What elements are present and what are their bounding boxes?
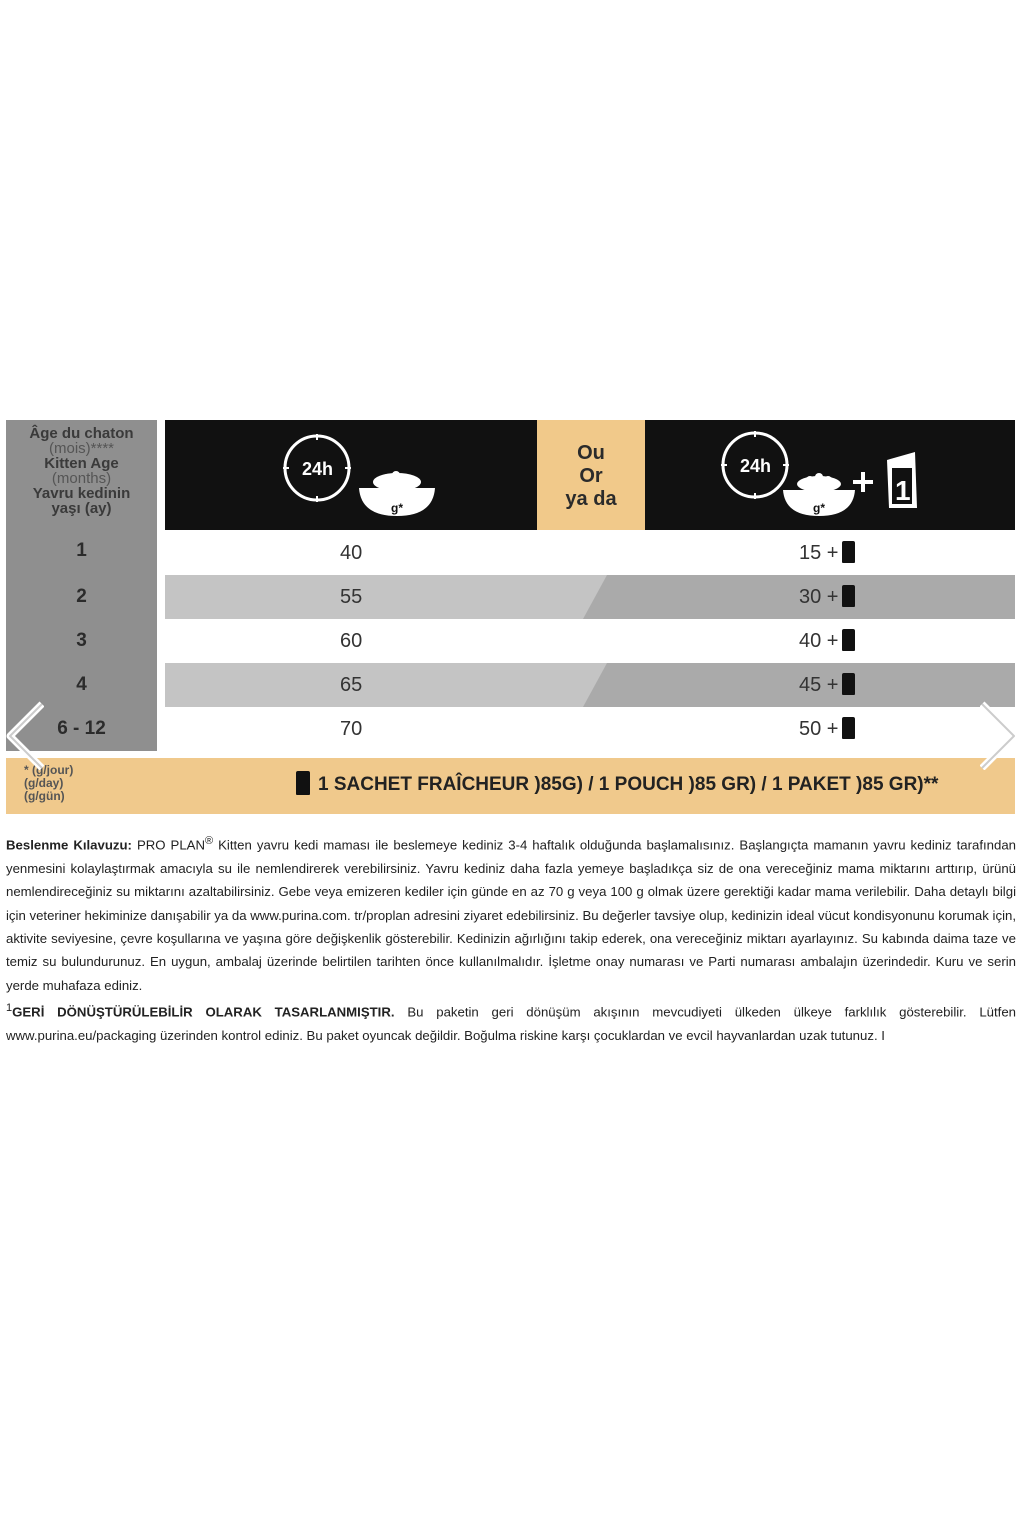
recycle-mark: 1: [6, 1002, 13, 1015]
or-tr: ya da: [565, 488, 617, 510]
age-cell: 6 - 12: [57, 718, 106, 739]
pouch-icon: [842, 673, 855, 695]
pouch-icon: [842, 629, 855, 651]
bowl-icon: [359, 471, 435, 516]
chevron-left-icon: [4, 700, 44, 770]
dry-only-value: 55: [340, 586, 363, 608]
pouch-icon: [887, 452, 917, 508]
recycling-paragraph: [6, 997, 1016, 1047]
mixed-dry-value: 50 +: [799, 718, 839, 740]
age-header-line: Yavru kedinin: [32, 485, 131, 502]
sachet-info: [296, 773, 938, 797]
table-row: [165, 707, 1015, 751]
mixed-feeding-header: [645, 420, 1015, 530]
recycle-title: GERİ DÖNÜŞTÜRÜLEBİLİR OLARAK TASARLANMIŞTIR.: [12, 1004, 395, 1020]
age-header-line: (mois)****: [48, 440, 114, 457]
or-fr: Ou: [577, 442, 605, 464]
dry-only-value: 65: [340, 674, 363, 696]
table-row: [165, 575, 1015, 619]
age-header-line: Âge du chaton: [29, 425, 134, 442]
clock-icon: [721, 431, 789, 499]
age-column-header: [6, 426, 157, 516]
mixed-dry-value: 40 +: [799, 630, 839, 652]
age-header-line: yaşı (ay): [51, 500, 112, 517]
carousel-prev-button[interactable]: [4, 700, 44, 770]
or-en: Or: [579, 465, 603, 487]
dry-only-header: [165, 420, 537, 530]
age-cell: 3: [76, 630, 87, 651]
mixed-value: [799, 663, 879, 707]
table-row: [165, 619, 1015, 663]
mixed-value: [799, 575, 879, 619]
or-box: [537, 420, 645, 530]
mixed-value: [799, 619, 879, 663]
mixed-value: [799, 707, 879, 751]
brand-name: PRO PLAN: [136, 837, 205, 853]
plus-icon: [853, 472, 873, 492]
age-cell: 4: [76, 674, 87, 695]
pouch-count: 1: [895, 475, 911, 506]
clock-icon: [283, 434, 351, 502]
portion-footer: [6, 758, 1015, 814]
age-header-line: (months): [51, 470, 112, 487]
bowl-label: g*: [813, 501, 825, 515]
age-header-line: Kitten Age: [44, 455, 119, 472]
pouch-icon: [842, 585, 855, 607]
notes-lead: Beslenme Kılavuzu:: [6, 837, 132, 853]
clock-bowl-pouch-icon: [645, 420, 1015, 530]
clock-label: 24h: [740, 456, 772, 476]
feeding-guide-notes: [6, 830, 1016, 1047]
clock-bowl-icon: [165, 420, 537, 530]
mixed-dry-value: 15 +: [799, 542, 839, 564]
bowl-label: g*: [391, 501, 403, 515]
sachet-text: 1 SACHET FRAÎCHEUR )85G) / 1 POUCH )85 GR) / 1 PAKET )85 GR)**: [318, 774, 939, 796]
carousel-next-button[interactable]: [980, 700, 1020, 770]
clock-label: 24h: [302, 459, 334, 479]
feeding-guide-paragraph: Beslenme Kılavuzu: PRO PLAN® Kitten yavru kedi maması ile beslemeye kediniz 3-4 haftalık olduğunda başlamalısınız. Başlangıçta mamanın yavru kediniz tarafından yenmesini kolaylaştırmak amacıyla su ile nemlendirerek verebilirsiniz. Yavru kediniz daha fazla yemeye başladıkça siz de ona vereceğiniz mama miktarını arttırıp, ürünü nemlendireceğiniz su miktarını azaltabilirsiniz. Gebe veya emizeren kediler için günde en az 70 g veya 100 g olmak üzere gerektiği kadar mama verilebilir. Daha detaylı bilgi için veteriner hekiminize danışabilir ya da www.purina.com. tr/proplan adresini ziyaret edebilirsiniz. Bu değerler tavsiye olup, kedinizin ideal vücut kondisyonunu korumak için, aktivite seviyesine, çevre koşullarına ve yaşına göre değişkenlik gösterebilir. Kedinizin ağırlığını takip ederek, ona vereceğiniz miktarı ayarlayınız. Su kabında daima taze ve temiz su bulundurunuz. En uygun, ambalaj üzerinde belirtilen tarihten önce kullanılmalıdır. İşletme onay numarası ve Parti numarası ambalajın üzerindedir. Kuru ve serin yerde muhafaza ediniz.: [6, 835, 1017, 993]
table-row: [165, 531, 1015, 575]
mixed-dry-value: 45 +: [799, 674, 839, 696]
unit-label: (g/day): [24, 776, 64, 790]
chevron-right-icon: [980, 700, 1020, 770]
pouch-icon: [842, 717, 855, 739]
unit-label: * (g/jour): [24, 763, 74, 777]
pouch-icon: [842, 541, 855, 563]
notes-body: Kitten yavru kedi maması ile beslemeye kediniz 3-4 haftalık olduğunda başlamalısınız. Başlangıçta mamanın yavru kediniz tarafından yenmesini kolaylaştırmak amacıyla su ile nemlendirerek verebilirsiniz. Yavru kediniz daha fazla yemeye başladıkça siz de ona vereceğiniz mama miktarını arttırıp, ürünü nemlendireceğiniz su miktarını azaltabilirsiniz. Gebe veya emizeren kediler için günde en az 70 g veya 100 g olmak üzere gerektiği kadar mama verilebilir. Daha detaylı bilgi için veteriner hekiminize danışabilir ya da www.purina.com. tr/proplan adresini ziyaret edebilirsiniz. Bu değerler tavsiye olup, kedinizin ideal vücut kondisyonunu korumak için, aktivite seviyesine, çevre koşullarına ve yaşına göre değişkenlik gösterebilir. Kedinizin ağırlığını takip ederek, ona vereceğiniz miktarı ayarlayınız. Su kabında daima taze ve temiz su bulundurunuz. En uygun, ambalaj üzerinde belirtilen tarihten önce kullanılmalıdır. İşletme onay numarası ve Parti numarası ambalajın üzerindedir. Kuru ve serin yerde muhafaza ediniz.: [6, 837, 1017, 993]
dry-only-value: 60: [340, 630, 363, 652]
dry-only-value: 70: [340, 718, 363, 740]
pouch-icon: [296, 771, 310, 795]
recycle-body: Bu paketin geri dönüşüm akışının mevcudiyeti ülkeden ülkeye farklılık gösterebilir. Lütfen www.purina.eu/packaging üzerinden kontrol ediniz. Bu paket oyuncak değildir. Boğulma riskine karşı çocuklardan ve evcil hayvanlardan uzak tutunuz. I: [6, 1004, 1016, 1044]
unit-label: (g/gün): [24, 789, 65, 803]
age-cell: 1: [76, 540, 87, 561]
bowl-icon: [783, 473, 855, 516]
mixed-dry-value: 30 +: [799, 586, 839, 608]
mixed-value: [799, 531, 879, 575]
dry-only-value: 40: [340, 542, 363, 564]
table-row: [165, 663, 1015, 707]
age-cell: 2: [76, 586, 87, 607]
